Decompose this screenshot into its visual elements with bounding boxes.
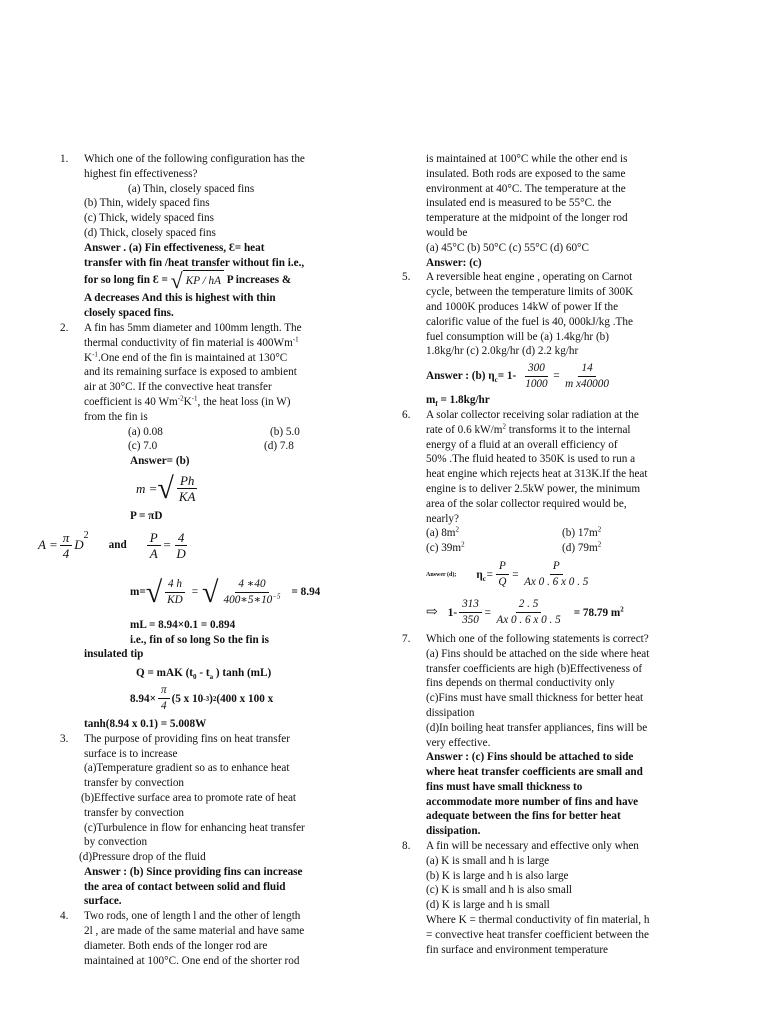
definition-text: Where K = thermal conductivity of fin material, h [426,914,650,927]
question-text: surface is to increase [84,747,178,760]
question-text: from the fin is [84,410,148,423]
question-text: 50% .The fluid heated to 350K is used to run a [426,453,636,466]
answer-result: $m_f = 1.8kg/hr$ [426,394,490,409]
question-number: 7. [402,632,411,645]
question-text: is maintained at 100°C while the other end is [426,153,628,165]
option-b: (b)Effective surface area to promote rate of heat [81,791,297,804]
question-text: Which one of the following configuration has the [84,153,305,165]
question-2 [60,321,340,524]
question-text: diameter. Both ends of the longer rod are [84,939,268,952]
formula-m-value: m= √ $\frac{4 h}{KD}$ = √ $\frac{4 ∗40}{400∗5∗10^{-5}}$ = 8.94 [130,575,321,609]
option-c: (c)Turbulence in flow for enhancing heat transfer [84,821,305,834]
answer-formula: for so long fin Ɛ = √ KP / hA P increases & [84,267,292,293]
answer-text: where heat transfer coefficients are small and [426,766,643,779]
formula-area: A = $\frac{\pi}{4}$ D $^2$ and $\frac{P}{A}$ = $\frac{4}{D}$ [38,529,186,562]
question-text: A fin has 5mm diameter and 100mm length. The [84,321,302,334]
option-a: (a) K is small and h is large [426,854,550,867]
question-text: maintained at 100°C. One end of the shorter rod [84,954,300,967]
answer-text: Answer= (b) [130,455,190,468]
question-text: temperature at the midpoint of the longer rod [426,212,628,225]
question-4-continued [402,152,678,270]
option-d: very effective. [426,736,491,749]
option-b: fins depends on thermal conductivity only [426,677,615,690]
question-text: would be [426,226,468,239]
question-text: Which one of the following statements is correct? [426,632,649,645]
question-text: energy of a fluid at an overall efficiency of [426,438,618,451]
question-text: A fin will be necessary and effective only when [426,840,639,853]
question-3 [60,732,340,910]
formula-p: P = πD [130,509,163,522]
option-c: (c) K is small and h is also small [426,884,573,897]
question-text: A solar collector receiving solar radiation at the [426,408,639,421]
question-text: environment at 40°C. The temperature at the [426,182,626,195]
question-text: 1.8kg/hr (c) 2.0kg/hr (d) 2.2 kg/hr [426,345,579,358]
question-text: fuel consumption will be (a) 1.4kg/hr (b) [426,330,609,343]
left-column [38,152,340,968]
option-d: (d) K is large and h is small [426,899,550,912]
answer-text: surface. [84,895,122,908]
question-number: 8. [402,840,411,853]
option-b: transfer by convection [84,806,185,819]
option-b: (b) 5.0 [270,425,300,438]
options-row [84,425,340,440]
option-d: (d) $79m^2$ [562,540,602,555]
answer-text: the area of contact between solid and fluid [84,880,286,893]
heat-result: tanh(8.94 x 0.1) = 5.008W [84,717,207,730]
answer-formula: ⇨ 1- $\frac{313}{350}$ = $\frac{2 . 5}{Ax 0 . 6 x 0 . 5}$ = 78.79 $m^2$ [426,598,624,627]
heat-calc: 8.94× $\frac{\pi}{4}$ (5 x 10 -3 ) 2 (400 x 100 x [130,684,274,713]
option-a: (a) $8m^2$ [426,525,460,540]
option-a: transfer coefficients are high (b)Effectiveness of [426,662,643,675]
answer-text: Answer: (c) [426,256,482,269]
question-number: 1. [60,153,69,165]
question-text: engine is to deliver 2.5kW power, the minimum [426,482,641,495]
question-text: calorific value of the fuel is 40, 000kJ/kg .The [426,315,633,328]
question-text: and its remaining surface is exposed to ambient [84,366,297,379]
definition-text: fin surface and environment temperature [426,943,609,956]
question-text: area of the solar collector required would be, [426,497,627,510]
question-2-continued [60,568,340,732]
question-text: cycle, between the temperature limits of 300K [426,286,634,299]
option-a: (a) 0.08 [128,425,163,438]
question-number: 2. [60,321,69,334]
formula-m: m = √ $\frac{Ph}{KA}$ [136,471,196,505]
options-row: (a) 45°C (b) 50°C (c) 55°C (d) 60°C [426,241,589,254]
question-8 [402,839,678,957]
answer-formula: Answer (d); $\eta_c$ = $\frac{P}{Q}$ = $\frac{P}{Ax 0 . 6 x 0 . 5}$ [426,560,589,589]
option-c: (c) 7.0 [128,440,158,453]
question-7 [402,632,678,839]
insulated-note: insulated tip [84,648,144,661]
answer-text: adequate between the fins for better heat [426,810,621,823]
option-b: (b) Thin, widely spaced fins [84,197,210,210]
heat-equation: Q = mAK ($t_0 - t_a$ ) tanh (mL) [136,667,272,682]
option-d: (d) Thick, closely spaced fins [84,226,216,239]
insulated-note: i.e., fin of so long So the fin is [130,633,269,646]
question-text: rate of 0.6 $kW/m^2$ transforms it to the internal [426,422,631,436]
question-number: 3. [60,732,69,745]
question-text: The purpose of providing fins on heat transfer [84,732,290,745]
option-c: by convection [84,836,148,849]
answer-text: dissipation. [426,825,481,838]
answer-text: fins must have small thickness to [426,780,583,793]
option-b: (b) $17m^2$ [562,525,602,540]
question-text: nearly? [426,512,459,525]
options-row [426,541,678,556]
question-text: insulated end is measured to be 55°C. the [426,197,612,210]
question-text: 2l , are made of the same material and have same [84,925,305,938]
answer-text: Answer : (b) Since providing fins can increase [84,865,303,878]
definition-text: = convective heat transfer coefficient between the [426,928,649,941]
question-5 [402,270,678,408]
option-a: (a) Thin, closely spaced fins [128,182,255,195]
option-c: (c)Fins must have small thickness for better heat [426,692,644,705]
option-a: (a)Temperature gradient so as to enhance heat [84,762,290,775]
option-b: (b) K is large and h is also large [426,869,569,882]
options-row [84,439,340,454]
question-number: 4. [60,910,69,923]
question-1 [60,152,340,321]
option-c: dissipation [426,706,475,719]
ml-value: mL = 8.94×0.1 = 0.894 [130,618,236,631]
right-column [402,152,678,957]
question-4 [60,909,340,968]
question-text: heat engine which rejects heat at 313K.If the heat [426,468,648,481]
question-text: Two rods, one of length l and the other of length [84,910,301,923]
answer-text: transfer with fin /heat transfer without fin i.e., [84,256,305,269]
option-a: (a) Fins should be attached on the side where heat [426,647,650,660]
question-text: air at 30°C. If the convective heat transfer [84,381,272,394]
question-text: and 1000K produces 14kW of power If the [426,300,619,313]
answer-formula: Answer : (b) $\eta_c= 1-$ $\frac{300}{1000}$ = $\frac{14}{\text{m x40000}}$ [426,361,609,390]
options-row [426,526,678,541]
option-d: (d) 7.8 [264,440,294,453]
answer-text: accommodate more number of fins and have [426,795,639,808]
answer-text: A decreases And this is highest with thin [84,292,276,305]
question-text: highest fin effectiveness? [84,167,198,180]
answer-text: Answer . (a) Fin effectiveness, Ɛ= heat [84,241,265,254]
answer-text: Answer : (c) Fins should be attached to side [426,751,634,764]
answer-text: closely spaced fins. [84,307,174,320]
option-c: (c) Thick, widely spaced fins [84,212,214,225]
question-text: $K^{-1}.One$ end of the fin is maintained at 130°C [84,349,288,364]
question-text: insulated. Both rods are exposed to the same [426,167,626,180]
question-6 [402,408,678,632]
question-number: 5. [402,271,411,284]
question-number: 6. [402,408,411,421]
option-d: (d)Pressure drop of the fluid [79,851,206,864]
option-a: transfer by convection [84,777,185,790]
option-d: (d)In boiling heat transfer appliances, fins will be [426,721,648,734]
question-text: A reversible heat engine , operating on Carnot [426,271,633,284]
question-text: thermal conductivity of fin material is $400Wm^{-1}$ [84,335,299,349]
question-text: coefficient is 40 $Wm^{-2}K^{-1}$, the heat loss (in W) [84,394,291,408]
option-c: (c) $39m^2$ [426,540,465,555]
